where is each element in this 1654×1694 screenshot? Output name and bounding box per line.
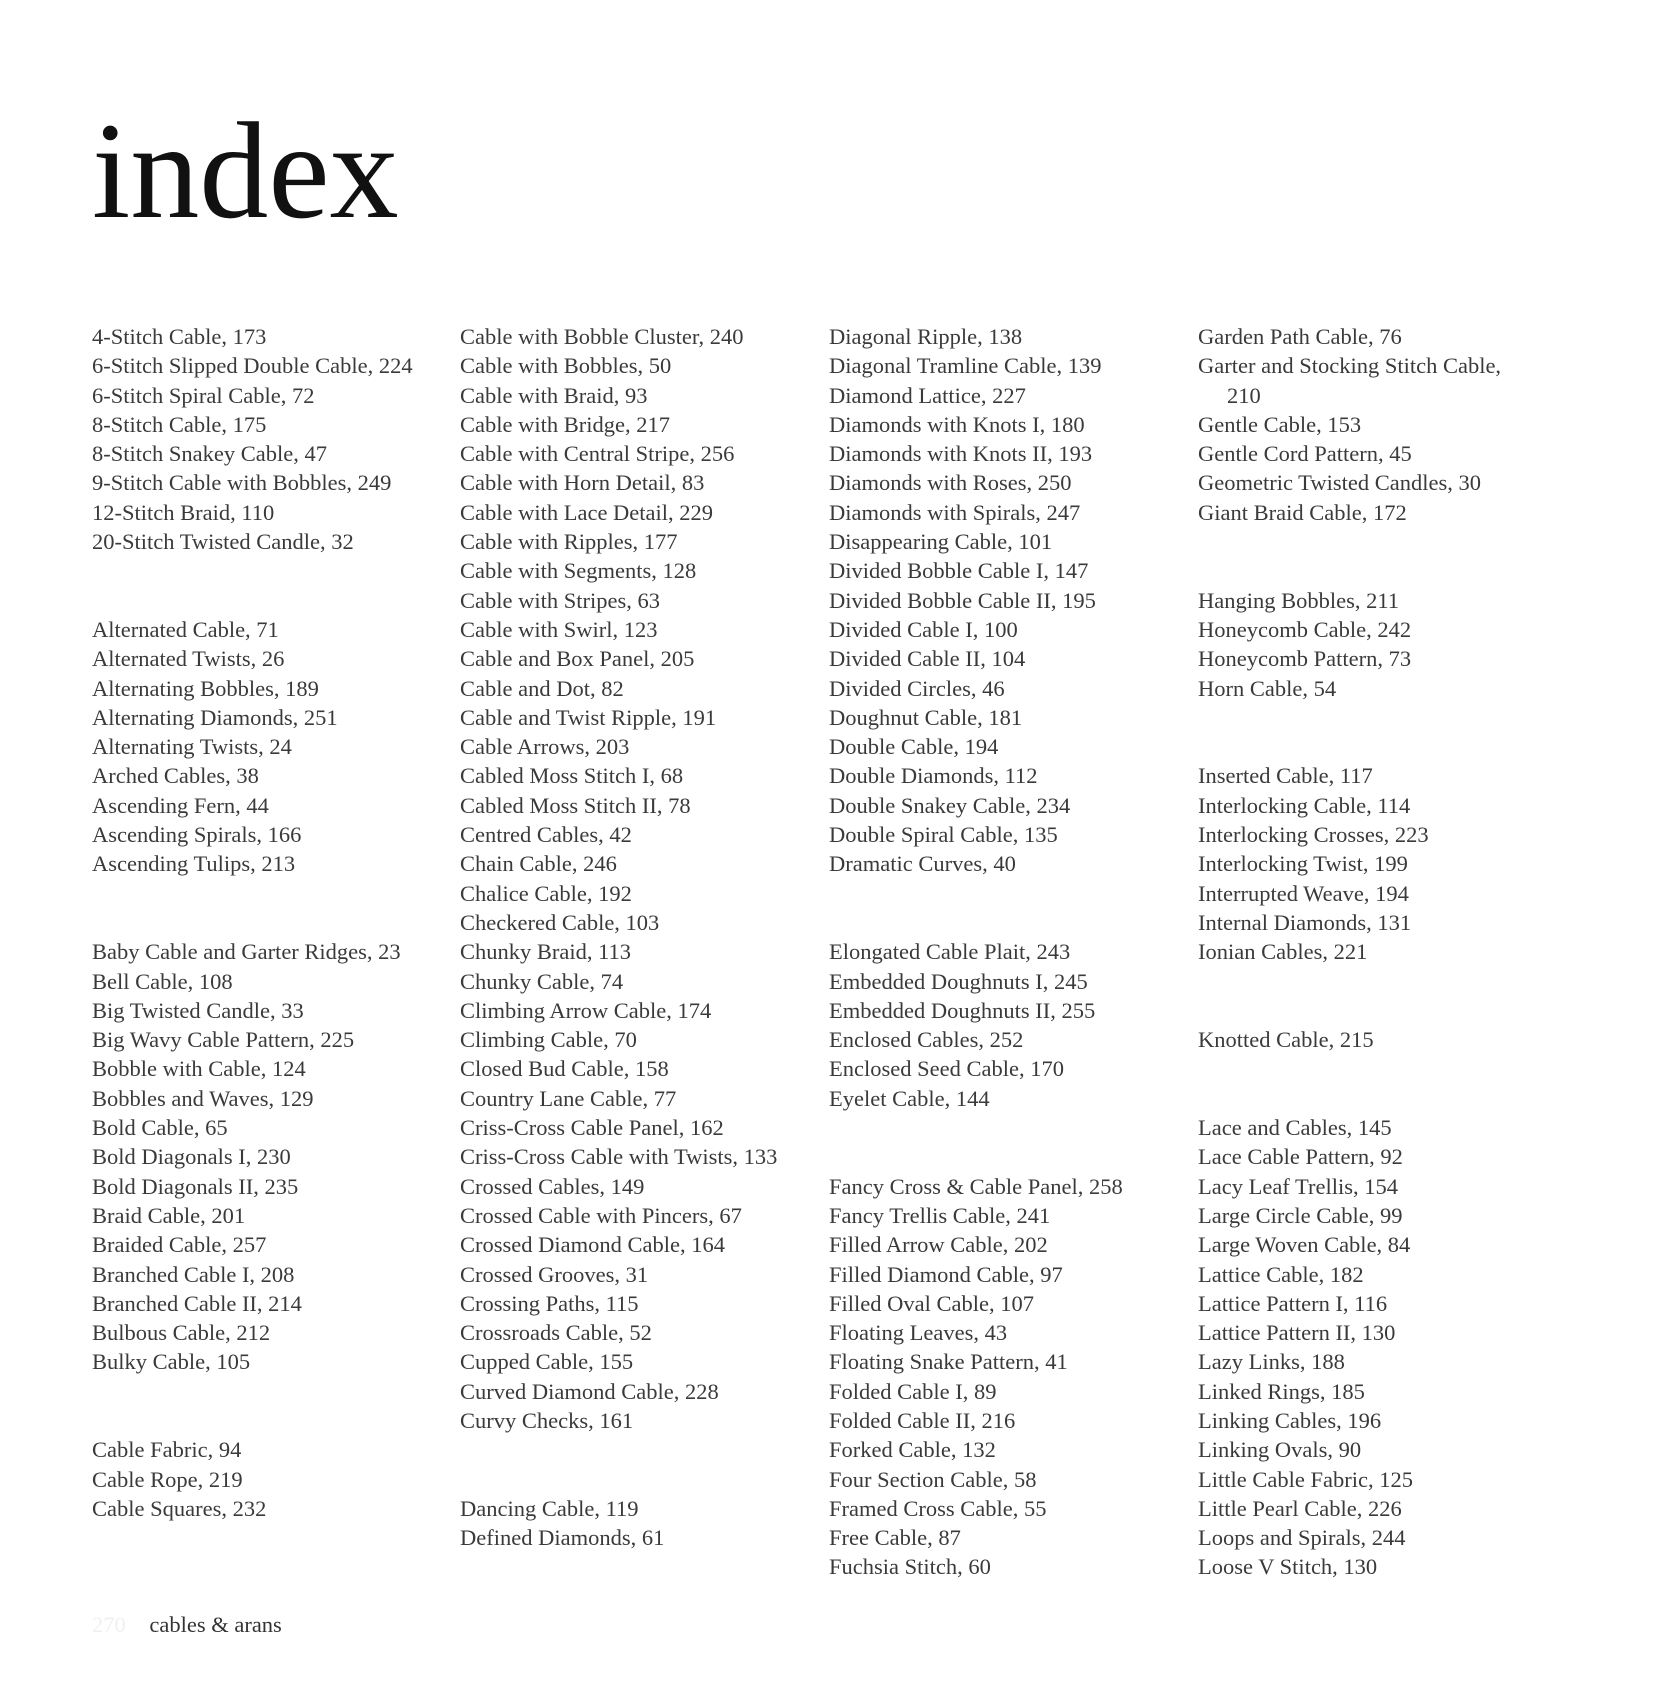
index-entry: Linked Rings, 185: [1198, 1378, 1365, 1404]
index-entry: Cupped Cable, 155: [460, 1349, 634, 1375]
index-entry: Cable Fabric, 94: [92, 1437, 242, 1463]
index-entry: 8-Stitch Snakey Cable, 47: [92, 441, 327, 467]
page-footer: [92, 1612, 282, 1638]
letter-group-gap: [1198, 527, 1538, 586]
index-entry: Lattice Cable, 182: [1198, 1261, 1364, 1287]
index-entry: 6-Stitch Slipped Double Cable, 224: [92, 353, 413, 379]
index-entry: Forked Cable, 132: [829, 1437, 996, 1463]
index-entry: Disappearing Cable, 101: [829, 529, 1053, 555]
index-entry: Floating Snake Pattern, 41: [829, 1349, 1068, 1375]
index-entry: Garden Path Cable, 76: [1198, 324, 1402, 349]
index-entry: Climbing Cable, 70: [460, 1027, 637, 1053]
index-entry: Alternating Twists, 24: [92, 734, 292, 760]
index-entry: Lacy Leaf Trellis, 154: [1198, 1173, 1398, 1199]
letter-group-gap: [1198, 1054, 1538, 1113]
index-entry: Garter and Stocking Stitch Cable, 210: [1198, 353, 1502, 408]
letter-group: [1198, 322, 1538, 527]
index-entry: Cable with Segments, 128: [460, 558, 697, 584]
index-entry: Big Wavy Cable Pattern, 225: [92, 1027, 355, 1053]
index-entry: Alternated Cable, 71: [92, 616, 279, 642]
index-entry: Framed Cross Cable, 55: [829, 1495, 1047, 1521]
index-entry: Alternated Twists, 26: [92, 646, 285, 672]
index-entry: Alternating Bobbles, 189: [92, 675, 319, 701]
index-entry: Cable and Twist Ripple, 191: [460, 704, 717, 730]
index-entry: Folded Cable II, 216: [829, 1407, 1016, 1433]
index-entry: Double Diamonds, 112: [829, 763, 1038, 789]
letter-group-gap: [1198, 703, 1538, 762]
index-entry: Gentle Cable, 153: [1198, 411, 1362, 437]
letter-group-gap: [92, 879, 432, 938]
letter-group: [829, 1172, 1169, 1582]
index-entry: Divided Cable II, 104: [829, 646, 1026, 672]
index-entry: Double Spiral Cable, 135: [829, 822, 1058, 848]
index-entry: 20-Stitch Twisted Candle, 32: [92, 529, 354, 555]
index-entry: Crossed Cable with Pincers, 67: [460, 1202, 742, 1228]
index-entry: Cable Rope, 219: [92, 1466, 243, 1492]
index-entry: Lace Cable Pattern, 92: [1198, 1144, 1403, 1170]
index-entry: Divided Bobble Cable II, 195: [829, 587, 1096, 613]
index-entry: Filled Arrow Cable, 202: [829, 1232, 1048, 1258]
index-entry: Chain Cable, 246: [460, 851, 617, 877]
index-entry: Four Section Cable, 58: [829, 1466, 1037, 1492]
index-entry: Folded Cable I, 89: [829, 1378, 997, 1404]
index-entry: Ionian Cables, 221: [1198, 939, 1368, 965]
index-entry: Crossed Grooves, 31: [460, 1261, 649, 1287]
letter-group: [829, 322, 1169, 879]
index-entry: Cable and Dot, 82: [460, 675, 624, 701]
index-entry: Cable with Bobbles, 50: [460, 353, 672, 379]
index-entry: Enclosed Cables, 252: [829, 1027, 1024, 1053]
letter-group-gap: [829, 879, 1169, 938]
index-entry: Lace and Cables, 145: [1198, 1115, 1392, 1141]
index-entry: Knotted Cable, 215: [1198, 1027, 1374, 1053]
index-entry: Cable with Lace Detail, 229: [460, 499, 714, 525]
index-entry: Horn Cable, 54: [1198, 675, 1337, 701]
index-entry: Loose V Stitch, 130: [1198, 1554, 1378, 1580]
index-entry: Divided Circles, 46: [829, 675, 1005, 701]
index-entry: Double Snakey Cable, 234: [829, 792, 1071, 818]
index-entry: Cabled Moss Stitch I, 68: [460, 763, 684, 789]
index-entry: Cable with Bobble Cluster, 240: [460, 324, 744, 349]
letter-group: [1198, 1025, 1538, 1054]
index-entry: Ascending Tulips, 213: [92, 851, 296, 877]
index-entry: Cable with Ripples, 177: [460, 529, 678, 555]
index-entry: Free Cable, 87: [829, 1525, 961, 1551]
index-entry: Diamonds with Knots I, 180: [829, 411, 1085, 437]
index-entry: Dramatic Curves, 40: [829, 851, 1016, 877]
index-entry: Lattice Pattern II, 130: [1198, 1320, 1396, 1346]
index-entry: Diamonds with Knots II, 193: [829, 441, 1093, 467]
index-entry: Bobble with Cable, 124: [92, 1056, 306, 1082]
letter-group: [92, 322, 432, 556]
index-entry: 4-Stitch Cable, 173: [92, 324, 267, 349]
index-entry: Criss-Cross Cable with Twists, 133: [460, 1144, 778, 1170]
index-entry: Honeycomb Cable, 242: [1198, 616, 1412, 642]
index-entry: Filled Diamond Cable, 97: [829, 1261, 1063, 1287]
letter-group: [460, 322, 800, 1435]
index-entry: Baby Cable and Garter Ridges, 23: [92, 939, 401, 965]
index-entry: Honeycomb Pattern, 73: [1198, 646, 1412, 672]
index-entry: Dancing Cable, 119: [460, 1495, 639, 1521]
index-entry: Doughnut Cable, 181: [829, 704, 1023, 730]
index-entry: Hanging Bobbles, 211: [1198, 587, 1400, 613]
index-entry: Big Twisted Candle, 33: [92, 997, 304, 1023]
index-entry: Chunky Braid, 113: [460, 939, 632, 965]
letter-group: [829, 937, 1169, 1113]
index-entry: Diagonal Ripple, 138: [829, 324, 1023, 349]
index-entry: 9-Stitch Cable with Bobbles, 249: [92, 470, 392, 496]
index-entry: Interlocking Crosses, 223: [1198, 822, 1429, 848]
index-entry: Divided Bobble Cable I, 147: [829, 558, 1089, 584]
index-entry: Checkered Cable, 103: [460, 909, 660, 935]
index-entry: 8-Stitch Cable, 175: [92, 411, 267, 437]
index-entry: Embedded Doughnuts I, 245: [829, 968, 1088, 994]
index-entry: Crossing Paths, 115: [460, 1290, 639, 1316]
index-entry: Bold Diagonals II, 235: [92, 1173, 299, 1199]
index-entry: Filled Oval Cable, 107: [829, 1290, 1034, 1316]
index-entry: Little Cable Fabric, 125: [1198, 1466, 1413, 1492]
index-entry: Linking Cables, 196: [1198, 1407, 1382, 1433]
index-entry: Braid Cable, 201: [92, 1202, 246, 1228]
index-entry: Lattice Pattern I, 116: [1198, 1290, 1388, 1316]
index-entry: Little Pearl Cable, 226: [1198, 1495, 1402, 1521]
index-entry: 12-Stitch Braid, 110: [92, 499, 275, 525]
letter-group: [1198, 586, 1538, 703]
index-entry: Fancy Trellis Cable, 241: [829, 1202, 1051, 1228]
index-entry: Alternating Diamonds, 251: [92, 704, 338, 730]
letter-group: [460, 1494, 800, 1553]
index-entry: 6-Stitch Spiral Cable, 72: [92, 382, 315, 408]
letter-group-gap: [460, 1435, 800, 1494]
index-entry: Cable with Stripes, 63: [460, 587, 660, 613]
index-entry: Arched Cables, 38: [92, 763, 259, 789]
index-entry: Braided Cable, 257: [92, 1232, 267, 1258]
index-entry: Diamonds with Spirals, 247: [829, 499, 1081, 525]
book-title: cables & arans: [149, 1612, 282, 1637]
index-entry: Cable Squares, 232: [92, 1495, 267, 1521]
index-entry: Embedded Doughnuts II, 255: [829, 997, 1096, 1023]
index-entry: Lazy Links, 188: [1198, 1349, 1345, 1375]
index-entry: Fancy Cross & Cable Panel, 258: [829, 1173, 1123, 1199]
index-column-3: [829, 322, 1169, 1582]
index-entry: Large Woven Cable, 84: [1198, 1232, 1411, 1258]
index-entry: Cable with Bridge, 217: [460, 411, 670, 437]
index-entry: Diamonds with Roses, 250: [829, 470, 1072, 496]
index-entry: Criss-Cross Cable Panel, 162: [460, 1115, 724, 1141]
index-entry: Branched Cable I, 208: [92, 1261, 295, 1287]
index-entry: Interlocking Twist, 199: [1198, 851, 1408, 877]
index-entry: Ascending Spirals, 166: [92, 822, 302, 848]
letter-group-gap: [829, 1113, 1169, 1172]
letter-group: [1198, 761, 1538, 966]
letter-group: [1198, 1113, 1538, 1582]
index-entry: Bulbous Cable, 212: [92, 1320, 271, 1346]
index-entry: Bold Cable, 65: [92, 1115, 228, 1141]
index-entry: Cable Arrows, 203: [460, 734, 630, 760]
index-entry: Defined Diamonds, 61: [460, 1525, 665, 1551]
index-entry: Interrupted Weave, 194: [1198, 880, 1409, 906]
index-entry: Climbing Arrow Cable, 174: [460, 997, 712, 1023]
index-entry: Chalice Cable, 192: [460, 880, 632, 906]
index-entry: Interlocking Cable, 114: [1198, 792, 1411, 818]
index-column-1: [92, 322, 432, 1523]
index-entry: Bulky Cable, 105: [92, 1349, 251, 1375]
index-column-2: [460, 322, 800, 1552]
letter-group-gap: [92, 1377, 432, 1436]
index-entry: Crossed Diamond Cable, 164: [460, 1232, 725, 1258]
letter-group-gap: [1198, 967, 1538, 1026]
index-entry: Cable and Box Panel, 205: [460, 646, 695, 672]
letter-group: [92, 937, 432, 1376]
index-entry: Cable with Central Stripe, 256: [460, 441, 735, 467]
letter-group: [92, 1435, 432, 1523]
index-entry: Fuchsia Stitch, 60: [829, 1554, 991, 1580]
index-entry: Centred Cables, 42: [460, 822, 632, 848]
index-entry: Geometric Twisted Candles, 30: [1198, 470, 1481, 496]
index-entry: Loops and Spirals, 244: [1198, 1525, 1406, 1551]
index-entry: Divided Cable I, 100: [829, 616, 1018, 642]
index-entry: Bold Diagonals I, 230: [92, 1144, 291, 1170]
index-entry: Chunky Cable, 74: [460, 968, 624, 994]
index-entry: Enclosed Seed Cable, 170: [829, 1056, 1064, 1082]
index-entry: Curvy Checks, 161: [460, 1407, 634, 1433]
index-entry: Large Circle Cable, 99: [1198, 1202, 1403, 1228]
index-entry: Bobbles and Waves, 129: [92, 1085, 314, 1111]
index-entry: Branched Cable II, 214: [92, 1290, 302, 1316]
index-entry: Internal Diamonds, 131: [1198, 909, 1412, 935]
index-entry: Closed Bud Cable, 158: [460, 1056, 669, 1082]
letter-group-gap: [92, 556, 432, 615]
index-entry: Cable with Braid, 93: [460, 382, 648, 408]
index-entry: Inserted Cable, 117: [1198, 763, 1373, 789]
index-entry: Elongated Cable Plait, 243: [829, 939, 1071, 965]
index-entry: Linking Ovals, 90: [1198, 1437, 1362, 1463]
index-entry: Eyelet Cable, 144: [829, 1085, 990, 1111]
index-entry: Crossroads Cable, 52: [460, 1320, 652, 1346]
letter-group: [92, 615, 432, 879]
index-entry: Double Cable, 194: [829, 734, 999, 760]
index-entry: Crossed Cables, 149: [460, 1173, 645, 1199]
index-entry: Floating Leaves, 43: [829, 1320, 1008, 1346]
index-entry: Diagonal Tramline Cable, 139: [829, 353, 1102, 379]
index-entry: Bell Cable, 108: [92, 968, 233, 994]
index-entry: Giant Braid Cable, 172: [1198, 499, 1407, 525]
index-entry: Cable with Horn Detail, 83: [460, 470, 705, 496]
index-entry: Ascending Fern, 44: [92, 792, 269, 818]
index-entry: Gentle Cord Pattern, 45: [1198, 441, 1412, 467]
index-entry: Diamond Lattice, 227: [829, 382, 1026, 408]
page-title: index: [92, 94, 399, 247]
index-entry: Cabled Moss Stitch II, 78: [460, 792, 691, 818]
index-column-4: [1198, 322, 1538, 1582]
index-entry: Curved Diamond Cable, 228: [460, 1378, 719, 1404]
index-entry: Country Lane Cable, 77: [460, 1085, 677, 1111]
page-number: 270: [92, 1612, 126, 1637]
index-entry: Cable with Swirl, 123: [460, 616, 658, 642]
